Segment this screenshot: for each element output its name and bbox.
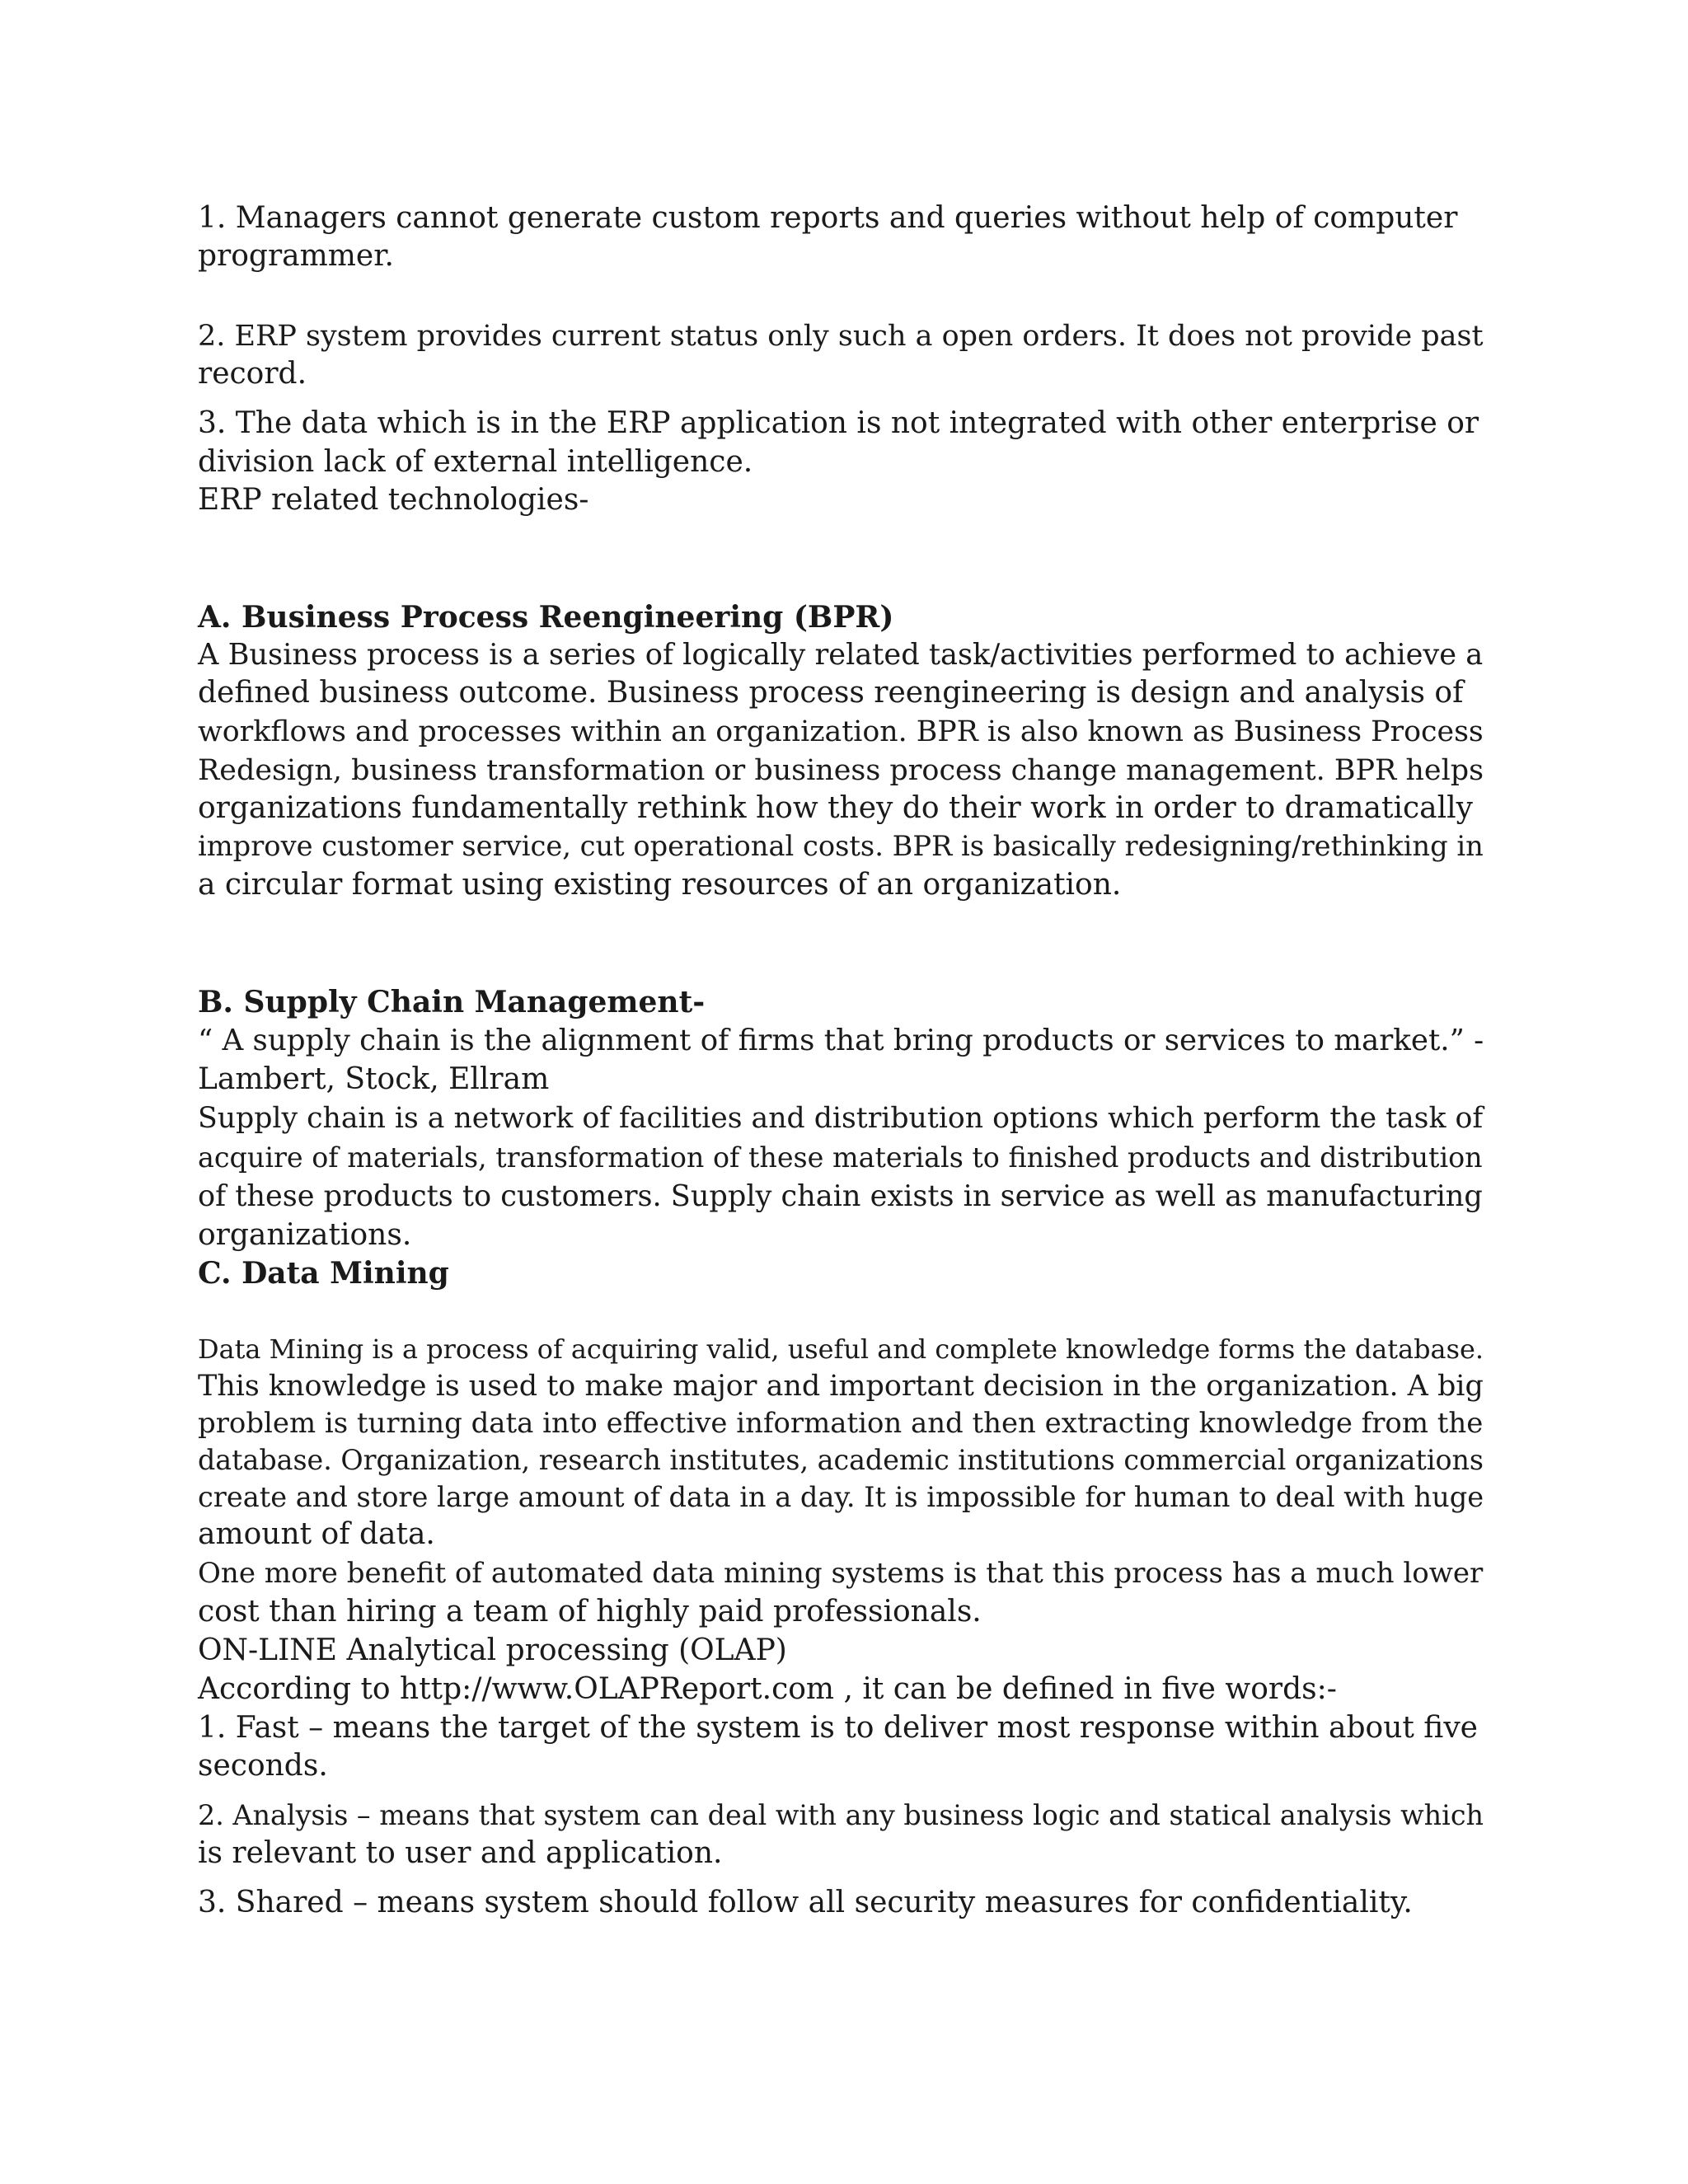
intro-item-3-line-2: division lack of external intelligence. (198, 445, 753, 479)
olap-item-1-line-2: seconds. (198, 1749, 328, 1783)
section-heading-bpr: A. Business Process Reengineering (BPR) (198, 600, 894, 635)
scm-line-3: Supply chain is a network of facilities and distribution options which perform the task of (198, 1102, 1484, 1135)
bpr-line-5: organizations fundamentally rethink how they do their work in order to dramatically (198, 791, 1473, 825)
bpr-line-4: Redesign, business transformation or business process change management. BPR helps (198, 754, 1484, 787)
data-mining-line-5: create and store large amount of data in a day. It is impossible for human to deal with huge (198, 1481, 1484, 1513)
scm-line-4: acquire of materials, transformation of these materials to finished products and distribution (198, 1141, 1483, 1174)
data-mining-line-7: One more benefit of automated data mining systems is that this process has a much lower (198, 1557, 1484, 1590)
olap-item-2-line-2: is relevant to user and application. (198, 1836, 723, 1870)
olap-item-2-line-1: 2. Analysis – means that system can deal with any business logic and statical analysis which (198, 1799, 1484, 1831)
intro-item-1-line-2: programmer. (198, 239, 394, 273)
intro-item-3-line-1: 3. The data which is in the ERP application is not integrated with other enterprise or (198, 406, 1479, 440)
bpr-line-6: improve customer service, cut operational costs. BPR is basically redesigning/rethinking in (198, 830, 1484, 862)
data-mining-line-1: Data Mining is a process of acquiring valid, useful and complete knowledge forms the database. (198, 1333, 1484, 1365)
data-mining-line-8: cost than hiring a team of highly paid professionals. (198, 1595, 982, 1629)
olap-heading-line: ON-LINE Analytical processing (OLAP) (198, 1633, 787, 1667)
scm-line-5: of these products to customers. Supply chain exists in service as well as manufacturing (198, 1179, 1483, 1213)
intro-item-2-line-2: record. (198, 357, 307, 391)
bpr-line-3: workflows and processes within an organization. BPR is also known as Business Process (198, 715, 1484, 748)
scm-line-2: Lambert, Stock, Ellram (198, 1062, 550, 1096)
data-mining-line-3: problem is turning data into effective information and then extracting knowledge from the (198, 1407, 1484, 1439)
olap-item-1-line-1: 1. Fast – means the target of the system is to deliver most response within about five (198, 1711, 1478, 1745)
bpr-line-2: defined business outcome. Business process reengineering is design and analysis of (198, 676, 1464, 710)
bpr-line-1: A Business process is a series of logically related task/activities performed to achieve a (198, 638, 1484, 672)
scm-line-1: “ A supply chain is the alignment of firms that bring products or services to market.” - (198, 1024, 1484, 1057)
data-mining-line-6: amount of data. (198, 1517, 435, 1551)
section-heading-data-mining: C. Data Mining (198, 1256, 449, 1291)
scm-line-6: organizations. (198, 1218, 412, 1252)
intro-item-1-line-1: 1. Managers cannot generate custom reports and queries without help of computer (198, 201, 1458, 235)
section-heading-scm: B. Supply Chain Management- (198, 985, 706, 1019)
data-mining-line-4: database. Organization, research institutes, academic institutions commercial organizations (198, 1444, 1484, 1476)
related-technologies-label: ERP related technologies- (198, 483, 589, 517)
bpr-line-7: a circular format using existing resources of an organization. (198, 868, 1122, 902)
olap-definition-line: According to http://www.OLAPReport.com , it can be defined in five words:- (198, 1672, 1337, 1706)
intro-item-2-line-1: 2. ERP system provides current status only such a open orders. It does not provide past (198, 320, 1484, 353)
olap-item-3-line-1: 3. Shared – means system should follow all security measures for confidentiality. (198, 1886, 1413, 1919)
data-mining-line-2: This knowledge is used to make major and important decision in the organization. A big (198, 1370, 1484, 1403)
